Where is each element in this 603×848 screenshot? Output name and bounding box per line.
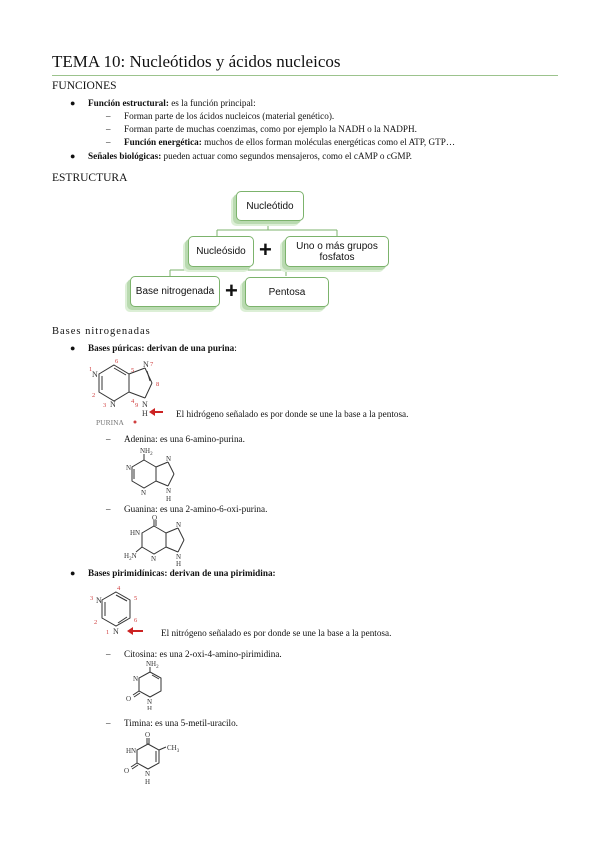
dash: – [106,111,111,121]
atom-n3: N [96,596,102,605]
purina-label: PURINA [96,418,124,427]
pos-6: 6 [134,617,138,624]
pirimidinicas-label: Bases pirimidínicas: derivan de una pirimidina: [88,568,276,578]
estructural-label: Función estructural: [88,98,169,108]
pos-2: 2 [94,619,98,626]
atom-n: N [133,675,139,683]
atom-n: N [176,521,182,529]
atom-n: N [176,553,182,561]
atom-h: H [145,778,151,786]
guanina-structure [124,514,199,566]
bullet-dot: ● [70,98,76,108]
pos-9: 9 [135,402,139,409]
page-title: TEMA 10: Nucleótidos y ácidos nucleicos [52,52,341,71]
atom-o: O [124,767,130,775]
timina-text: Timina: es una 5-metil-uracilo. [124,718,238,728]
atom-n1: N [92,370,98,379]
atom-nh2: $NH_2$ [146,660,159,670]
puricas-line [88,342,237,354]
pos-6: 6 [115,358,119,365]
purina-structure [88,355,178,430]
dash: – [106,718,111,728]
box-base-nitrogenada: Base nitrogenada [130,276,220,307]
pirimidina-structure [88,582,163,642]
citosina-structure [124,658,184,710]
atom-n: N [141,489,147,497]
atom-h: H [166,495,172,502]
atom-h9: H [142,409,148,418]
bullet-dot: ● [70,343,76,353]
atom-n1: N [113,627,119,636]
timina-structure [124,730,194,786]
pos-5: 5 [131,367,135,374]
atom-o: O [126,695,132,703]
atom-h2n: $H_2N$ [124,552,137,562]
pos-3: 3 [90,595,94,602]
atom-o: O [145,731,151,739]
bullet-pirimidinicas [70,567,75,579]
atom-n3: N [110,400,116,409]
pos-7: 7 [150,361,154,368]
estructura-heading: ESTRUCTURA [52,172,128,184]
red-arrow-icon [149,408,163,416]
dash: – [106,649,111,659]
atom-n: N [147,698,153,706]
plus-sign: + [259,237,272,262]
citosina-text: Citosina: es una 2-oxi-4-amino-pirimidina. [124,649,282,659]
pos-4: 4 [131,398,135,405]
sub2-text: Forman parte de muchas coenzimas, como por ejemplo la NADH o la NADPH. [124,124,417,134]
bullet-dot: ● [70,151,76,161]
bullet-puricas [70,342,75,354]
puricas-colon: : [234,343,237,353]
dash: – [106,137,111,147]
bullet-dot: ● [70,568,76,578]
atom-n9: N [142,400,148,409]
energetica-label: Función energética: [124,137,202,147]
puricas-label: Bases púricas: derivan de una purina [88,343,235,353]
box-nucleosido: Nucleósido [188,236,254,267]
box-fosfatos: Uno o más grupos fosfatos [285,236,389,267]
red-dot [134,421,137,424]
dash: – [106,434,111,444]
adenina-structure [124,444,194,502]
sub1-text: Forman parte de los ácidos nucleicos (material genético). [124,111,335,121]
pirimidina-note: El nitrógeno señalado es por donde se une la base a la pentosa. [161,628,392,638]
senales-label: Señales biológicas: [88,151,162,161]
adenina-text: Adenina: es una 6-amino-purina. [124,434,245,444]
estructural-text: es la función principal: [168,98,256,108]
atom-h: H [147,705,153,710]
atom-ch3: $CH_3$ [167,744,180,754]
funciones-heading: FUNCIONES [52,80,117,92]
dash: – [106,504,111,514]
pos-3: 3 [103,402,107,409]
red-arrow-icon [127,627,143,635]
atom-o: O [152,514,158,522]
atom-hn: HN [130,529,141,537]
atom-n7: N [143,360,149,369]
senales-text: pueden actuar como segundos mensajeros, como el cAMP o cGMP. [161,151,412,161]
pos-2: 2 [92,392,96,399]
pos-1: 1 [106,629,110,636]
plus-sign: + [225,278,238,303]
energetica-text: muchos de ellos forman moléculas energéticas como el ATP, GTP… [201,137,456,147]
box-pentosa: Pentosa [245,277,329,307]
atom-nh2: $NH_2$ [140,447,153,457]
box-nucleotido: Nucleótido [236,191,304,221]
pos-8: 8 [156,381,160,388]
atom-n: N [166,455,172,463]
pos-4: 4 [117,585,121,592]
atom-n: N [166,487,172,495]
hierarchy-connectors [0,0,603,320]
pos-5: 5 [134,595,138,602]
atom-h: H [176,560,182,566]
atom-n: N [126,464,132,472]
pos-1: 1 [89,366,93,373]
atom-hn: HN [126,747,137,755]
bases-heading: Bases nitrogenadas [52,326,151,337]
purina-note: El hidrógeno señalado es por donde se une la base a la pentosa. [176,409,409,419]
guanina-text: Guanina: es una 2-amino-6-oxi-purina. [124,504,268,514]
atom-n: N [145,770,151,778]
atom-n: N [151,555,157,563]
dash: – [106,124,111,134]
